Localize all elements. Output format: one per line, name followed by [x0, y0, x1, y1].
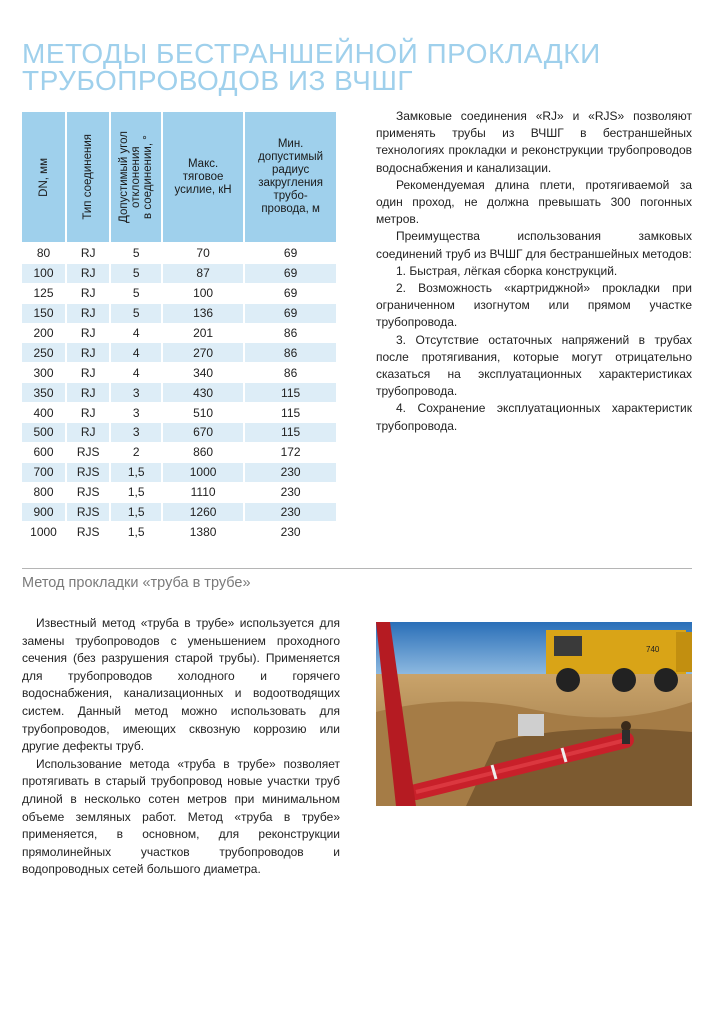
- cell-dn: 100: [22, 264, 67, 284]
- cell-force: 1000: [163, 463, 245, 483]
- cell-joint: RJS: [67, 443, 111, 463]
- page-title: [22, 40, 662, 94]
- cell-radius: 115: [245, 403, 338, 423]
- paragraph: Известный метод «труба в трубе» используется для замены трубопроводов с уменьшением проходного сечения (без разрушения старой трубы). Применяется для трубопроводов холодного и горячего водоснабжения, канализационных и водоотводящих систем. Данный метод можно использовать для трубопроводов, имеющих сквозную коррозию или другие дефекты труб.: [22, 616, 340, 754]
- cell-dn: 1000: [22, 522, 67, 542]
- cell-dn: 300: [22, 363, 67, 383]
- table-header-row: [22, 112, 338, 244]
- section-title: Метод прокладки «труба в трубе»: [22, 575, 251, 591]
- cell-radius: 230: [245, 483, 338, 503]
- cell-force: 670: [163, 423, 245, 443]
- cell-force: 1260: [163, 503, 245, 523]
- cell-angle: 1,5: [111, 483, 163, 503]
- table-row: [22, 383, 338, 403]
- table-row: [22, 443, 338, 463]
- cell-radius: 115: [245, 423, 338, 443]
- cell-dn: 700: [22, 463, 67, 483]
- table-row: [22, 343, 338, 363]
- cell-dn: 400: [22, 403, 67, 423]
- cell-joint: RJ: [67, 244, 111, 264]
- cell-joint: RJ: [67, 284, 111, 304]
- table-row: [22, 304, 338, 324]
- page-title-line-1: МЕТОДЫ БЕСТРАНШЕЙНОЙ ПРОКЛАДКИ: [22, 38, 601, 69]
- cell-angle: 3: [111, 403, 163, 423]
- table-row: [22, 324, 338, 344]
- cell-dn: 125: [22, 284, 67, 304]
- cell-radius: 86: [245, 324, 338, 344]
- cell-angle: 5: [111, 264, 163, 284]
- page-title-line-2: ТРУБОПРОВОДОВ ИЗ ВЧШГ: [22, 65, 414, 96]
- cell-dn: 250: [22, 343, 67, 363]
- cell-radius: 86: [245, 363, 338, 383]
- construction-photo: [376, 622, 692, 806]
- cell-dn: 600: [22, 443, 67, 463]
- cell-dn: 900: [22, 503, 67, 523]
- cell-joint: RJS: [67, 522, 111, 542]
- list-item: 3. Отсутствие остаточных напряжений в трубах после протягивания, которые могут отрицательно сказаться на эксплуатационных характеристиках трубопровода.: [376, 332, 692, 399]
- table-row: [22, 503, 338, 523]
- table-row: [22, 363, 338, 383]
- paragraph: Рекомендуемая длина плети, протягиваемой за один проход, не должна превышать 300 погонных метров.: [376, 177, 692, 227]
- pipe-spec-table: [22, 112, 338, 542]
- cell-joint: RJS: [67, 463, 111, 483]
- cell-joint: RJ: [67, 264, 111, 284]
- table-row: [22, 244, 338, 264]
- paragraph: Замковые соединения «RJ» и «RJS» позволяют применять трубы из ВЧШГ в бестраншейных технологиях прокладки и реконструкции трубопроводов водоснабжения и канализации.: [376, 109, 692, 175]
- pipe-coupling-box: [518, 714, 544, 736]
- cell-force: 201: [163, 324, 245, 344]
- cell-angle: 2: [111, 443, 163, 463]
- cell-joint: RJ: [67, 304, 111, 324]
- cell-joint: RJS: [67, 483, 111, 503]
- paragraph: Преимущества использования замковых соединений труб из ВЧШГ для бестраншейных методов:: [376, 229, 692, 261]
- cell-force: 340: [163, 363, 245, 383]
- cell-angle: 5: [111, 284, 163, 304]
- cell-radius: 115: [245, 383, 338, 403]
- paragraph: Использование метода «труба в трубе» позволяет протягивать в старый трубопровод новые участки труб длиной в несколько сотен метров при минимальном объеме земляных работ. Метод «труба в трубе» применяется, в основном, для реконструкции прямолинейных участков трубопроводов и водопроводных сетей большого диаметра.: [22, 756, 340, 877]
- cell-radius: 69: [245, 304, 338, 324]
- truck-number: 740: [646, 645, 660, 654]
- cell-joint: RJ: [67, 383, 111, 403]
- list-item: 4. Сохранение эксплуатационных характеристик трубопровода.: [376, 401, 692, 433]
- cell-radius: 69: [245, 244, 338, 264]
- cell-radius: 172: [245, 443, 338, 463]
- cell-angle: 3: [111, 383, 163, 403]
- joints-description: [376, 108, 692, 435]
- cell-angle: 1,5: [111, 463, 163, 483]
- cell-joint: RJ: [67, 343, 111, 363]
- construction-photo-illustration: [376, 622, 692, 806]
- cell-force: 87: [163, 264, 245, 284]
- table-row: [22, 423, 338, 443]
- cell-dn: 80: [22, 244, 67, 264]
- cell-angle: 4: [111, 363, 163, 383]
- cell-radius: 69: [245, 264, 338, 284]
- cell-joint: RJS: [67, 503, 111, 523]
- table-row: [22, 403, 338, 423]
- header-max-pull-force: Макс. тяговое усилие, кН: [163, 112, 245, 244]
- cell-joint: RJ: [67, 403, 111, 423]
- cell-joint: RJ: [67, 363, 111, 383]
- cell-dn: 800: [22, 483, 67, 503]
- cell-radius: 86: [245, 343, 338, 363]
- cell-angle: 5: [111, 304, 163, 324]
- table-row: [22, 463, 338, 483]
- header-joint-type: Тип соединения: [67, 112, 111, 244]
- dump-truck: [546, 630, 692, 692]
- table-row: [22, 483, 338, 503]
- cell-angle: 5: [111, 244, 163, 264]
- cell-force: 1110: [163, 483, 245, 503]
- list-item: 1. Быстрая, лёгкая сборка конструкций.: [396, 263, 618, 278]
- cell-force: 70: [163, 244, 245, 264]
- header-deflection-angle: Допустимый угол отклонения в соединении, °: [111, 112, 163, 244]
- cell-angle: 4: [111, 324, 163, 344]
- cell-angle: 1,5: [111, 522, 163, 542]
- list-item: 2. Возможность «картриджной» прокладки при ограниченном изогнутом или прямом участке трубопровода.: [376, 281, 692, 330]
- cell-dn: 500: [22, 423, 67, 443]
- cell-dn: 200: [22, 324, 67, 344]
- cell-force: 860: [163, 443, 245, 463]
- section-divider: [22, 568, 692, 569]
- cell-joint: RJ: [67, 423, 111, 443]
- table-row: [22, 284, 338, 304]
- cell-dn: 150: [22, 304, 67, 324]
- header-dn: DN, мм: [22, 112, 67, 244]
- cell-force: 100: [163, 284, 245, 304]
- cell-angle: 4: [111, 343, 163, 363]
- table-row: [22, 264, 338, 284]
- cell-angle: 3: [111, 423, 163, 443]
- cell-force: 510: [163, 403, 245, 423]
- cell-force: 270: [163, 343, 245, 363]
- cell-joint: RJ: [67, 324, 111, 344]
- cell-angle: 1,5: [111, 503, 163, 523]
- header-min-radius: Мин. допустимый радиус закругления трубо- провода, м: [245, 112, 338, 244]
- cell-dn: 350: [22, 383, 67, 403]
- cell-force: 430: [163, 383, 245, 403]
- cell-radius: 230: [245, 522, 338, 542]
- cell-radius: 69: [245, 284, 338, 304]
- cell-radius: 230: [245, 503, 338, 523]
- cell-force: 1380: [163, 522, 245, 542]
- pipe-in-pipe-description: [22, 615, 340, 879]
- cell-force: 136: [163, 304, 245, 324]
- worker: [621, 721, 631, 731]
- advantages-list: [376, 263, 692, 435]
- table-row: [22, 522, 338, 542]
- cell-radius: 230: [245, 463, 338, 483]
